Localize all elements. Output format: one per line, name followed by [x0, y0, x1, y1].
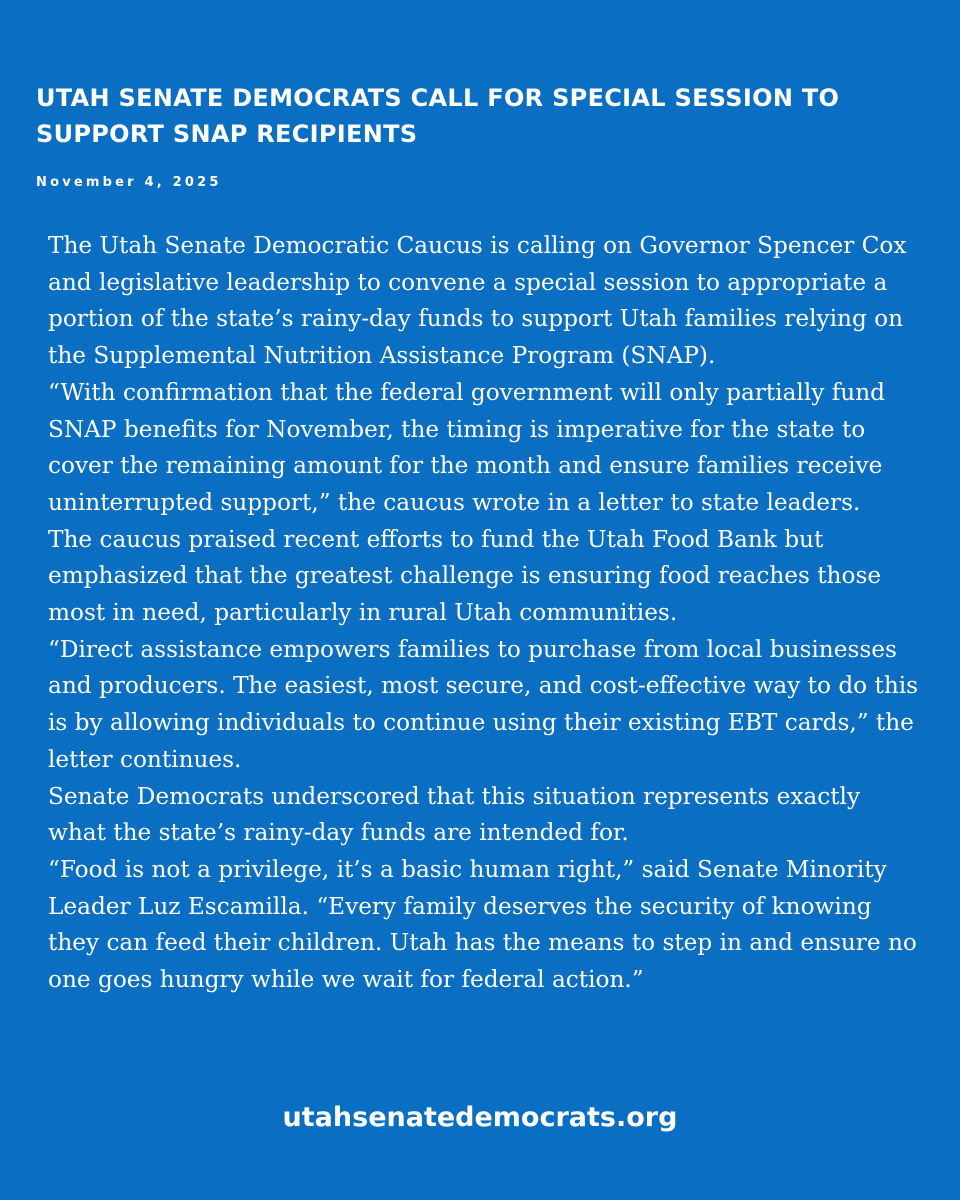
- paragraph: “Direct assistance empowers families to purchase from local businesses and producers. The easiest, most secure, and cost-effective way to do this is by allowing individuals to continue using their existing EBT cards,” the letter continues.: [48, 635, 919, 773]
- headline: UTAH SENATE DEMOCRATS CALL FOR SPECIAL SESSION TO SUPPORT SNAP RECIPIENTS: [36, 84, 840, 148]
- paragraph: The Utah Senate Democratic Caucus is calling on Governor Spencer Cox and legislative leadership to convene a special session to appropriate a portion of the state’s rainy-day funds to support Utah families relying on the Supplemental Nutrition Assistance Program (SNAP).: [48, 232, 907, 370]
- paragraph: Senate Democrats underscored that this situation represents exactly what the state’s rainy-day funds are intended for.: [48, 782, 861, 847]
- paragraph: The caucus praised recent efforts to fund the Utah Food Bank but emphasized that the greatest challenge is ensuring food reaches those most in need, particularly in rural Utah communities.: [48, 525, 882, 627]
- article-body: [48, 228, 923, 999]
- paragraph: “With confirmation that the federal government will only partially fund SNAP benefits for November, the timing is imperative for the state to cover the remaining amount for the month and ensure families receive uninterrupted support,” the caucus wrote in a letter to state leaders.: [48, 378, 886, 516]
- release-date: November 4, 2025: [36, 175, 222, 190]
- website-url: utahsenatedemocrats.org: [282, 1102, 678, 1133]
- paragraph: “Food is not a privilege, it’s a basic human right,” said Senate Minority Leader Luz Escamilla. “Every family deserves the security of knowing they can feed their children. Utah has the means to step in and ensure no one goes hungry while we wait for federal action.”: [48, 855, 917, 994]
